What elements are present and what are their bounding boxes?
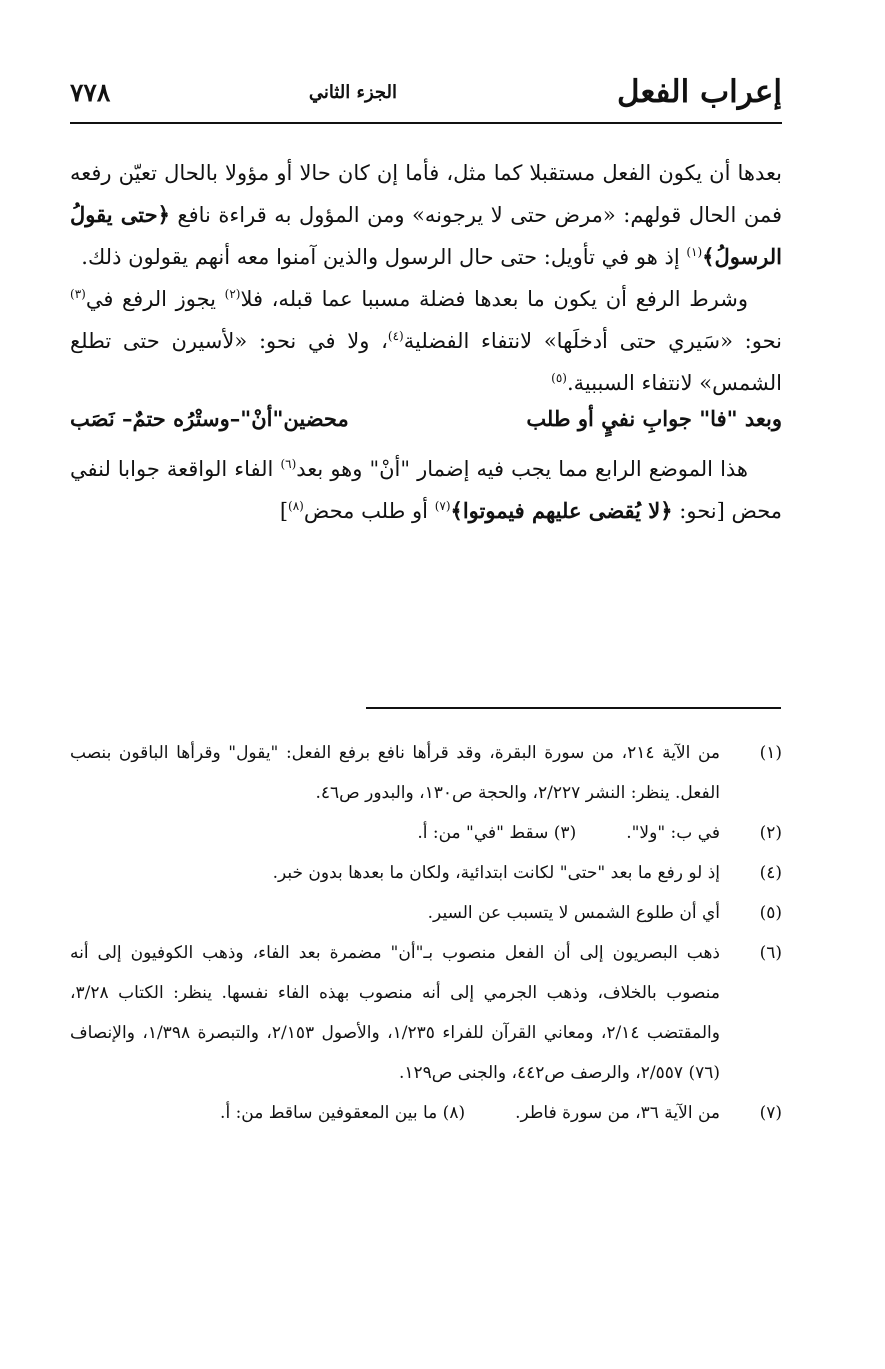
footnote-2-3: (٢) في ب: "ولا".(٣) سقط "في" من: أ.: [70, 813, 782, 853]
footnote-ref: (٢): [224, 287, 241, 301]
footnote-number: (٧): [759, 1103, 782, 1123]
paragraph-1: بعدها أن يكون الفعل مستقبلا كما مثل، فأما إن كان حالا أو مؤولا بالحال تعيّن رفعه فمن الحال قولهم: «مرض حتى لا يرجونه» ومن المؤول به قراءة نافع ﴿حتى يقولُ الرسولُ﴾$^{(١)}$ إذ هو في تأويل: حتى حال الرسول والذين آمنوا معه أنهم يقولون ذلك.: [70, 161, 782, 269]
footnote-number: (٦): [759, 943, 782, 963]
footnote-ref: (٦): [280, 457, 297, 471]
volume-label: الجزء الثاني: [308, 82, 397, 103]
footnote-4: (٤) إذ لو رفع ما بعد "حتى" لكانت ابتدائية، ولكان ما بعدها بدون خبر.: [70, 853, 782, 893]
paragraph-2: وشرط الرفع أن يكون ما بعدها فضلة مسببا عما قبله، فلا$^{(٢)}$ يجوز الرفع في$^{(٣)}$ نحو: «سَيري حتى أدخلَها» لانتفاء الفضلية$^{(٤)}$، ولا في نحو: «لأسيرن حتى تطلع الشمس» لانتفاء السببية.$^{(٥)}$: [70, 287, 782, 395]
footnote-ref: (٥): [551, 371, 567, 385]
footnote-ref: (٨): [288, 499, 304, 513]
quran-verse: ﴿لا يُقضى عليهم فيموتوا﴾: [450, 498, 673, 523]
footnote-ref: (٤): [387, 329, 404, 343]
chapter-title: إعراب الفعل: [617, 74, 782, 110]
footnote-number: (٣): [553, 823, 577, 843]
footnote-ref: (٣): [70, 287, 86, 301]
footnote-number: (٨): [442, 1103, 466, 1123]
main-text: [70, 152, 782, 532]
footnote-number: (٤): [759, 863, 782, 883]
footnote-5: (٥) أي أن طلوع الشمس لا يتسبب عن السير.: [70, 893, 782, 933]
page-number: ٧٧٨: [70, 78, 111, 107]
page-header: [70, 68, 782, 118]
footnote-7-8: (٧) من الآية ٣٦، من سورة فاطر.(٨) ما بين المعقوفين ساقط من: أ.: [70, 1093, 782, 1133]
footnote-number: (١): [759, 743, 782, 763]
footnote-number: (٥): [759, 903, 782, 923]
footnote-ref: (١): [686, 245, 703, 259]
verse-second-hemistich: محضين"أنْ"–وستْرُه حتمٌ– نَصَب: [70, 406, 349, 431]
footnote-ref: (٧): [434, 499, 451, 513]
footnote-1: (١) من الآية ٢١٤، من سورة البقرة، وقد قرأها نافع برفع الفعل: "يقول" وقرأها الباقون بنصب الفعل. ينظر: النشر ٢/٢٢٧، والحجة ص١٣٠، والبدور ص٤٦.: [70, 733, 782, 813]
paragraph-3: هذا الموضع الرابع مما يجب فيه إضمار "أنْ" وهو بعد$^{(٦)}$ الفاء الواقعة جوابا لنفي محض [نحو: ﴿لا يُقضى عليهم فيموتوا﴾$^{(٧)}$ أو طلب محض$^{(٨)}$]: [70, 457, 782, 523]
header-rule: [70, 122, 782, 124]
footnote-separator: [366, 707, 781, 709]
footnotes: [70, 733, 782, 1133]
footnote-number: (٢): [759, 823, 782, 843]
quran-verse: ﴿حتى يقولُ الرسولُ﴾: [70, 202, 782, 269]
verse-first-hemistich: وبعد "فا" جوابِ نفيٍ أو طلب: [526, 406, 782, 431]
footnote-6: (٦) ذهب البصريون إلى أن الفعل منصوب بـ"أن" مضمرة بعد الفاء، وذهب الكوفيون إلى أنه منصوب بالخلاف، وذهب الجرمي إلى أنه منصوب بهذه الفاء نفسها. ينظر: الكتاب ٣/٢٨، والمقتضب ٢/١٤، ومعاني القرآن للفراء ١/٢٣٥، والأصول ٢/١٥٣، والتبصرة ١/٣٩٨، والإنصاف (٧٦) ٢/٥٥٧، والرصف ص٤٤٢، والجنى ص١٢٩.: [70, 933, 782, 1093]
poetry-verse: [70, 406, 782, 448]
